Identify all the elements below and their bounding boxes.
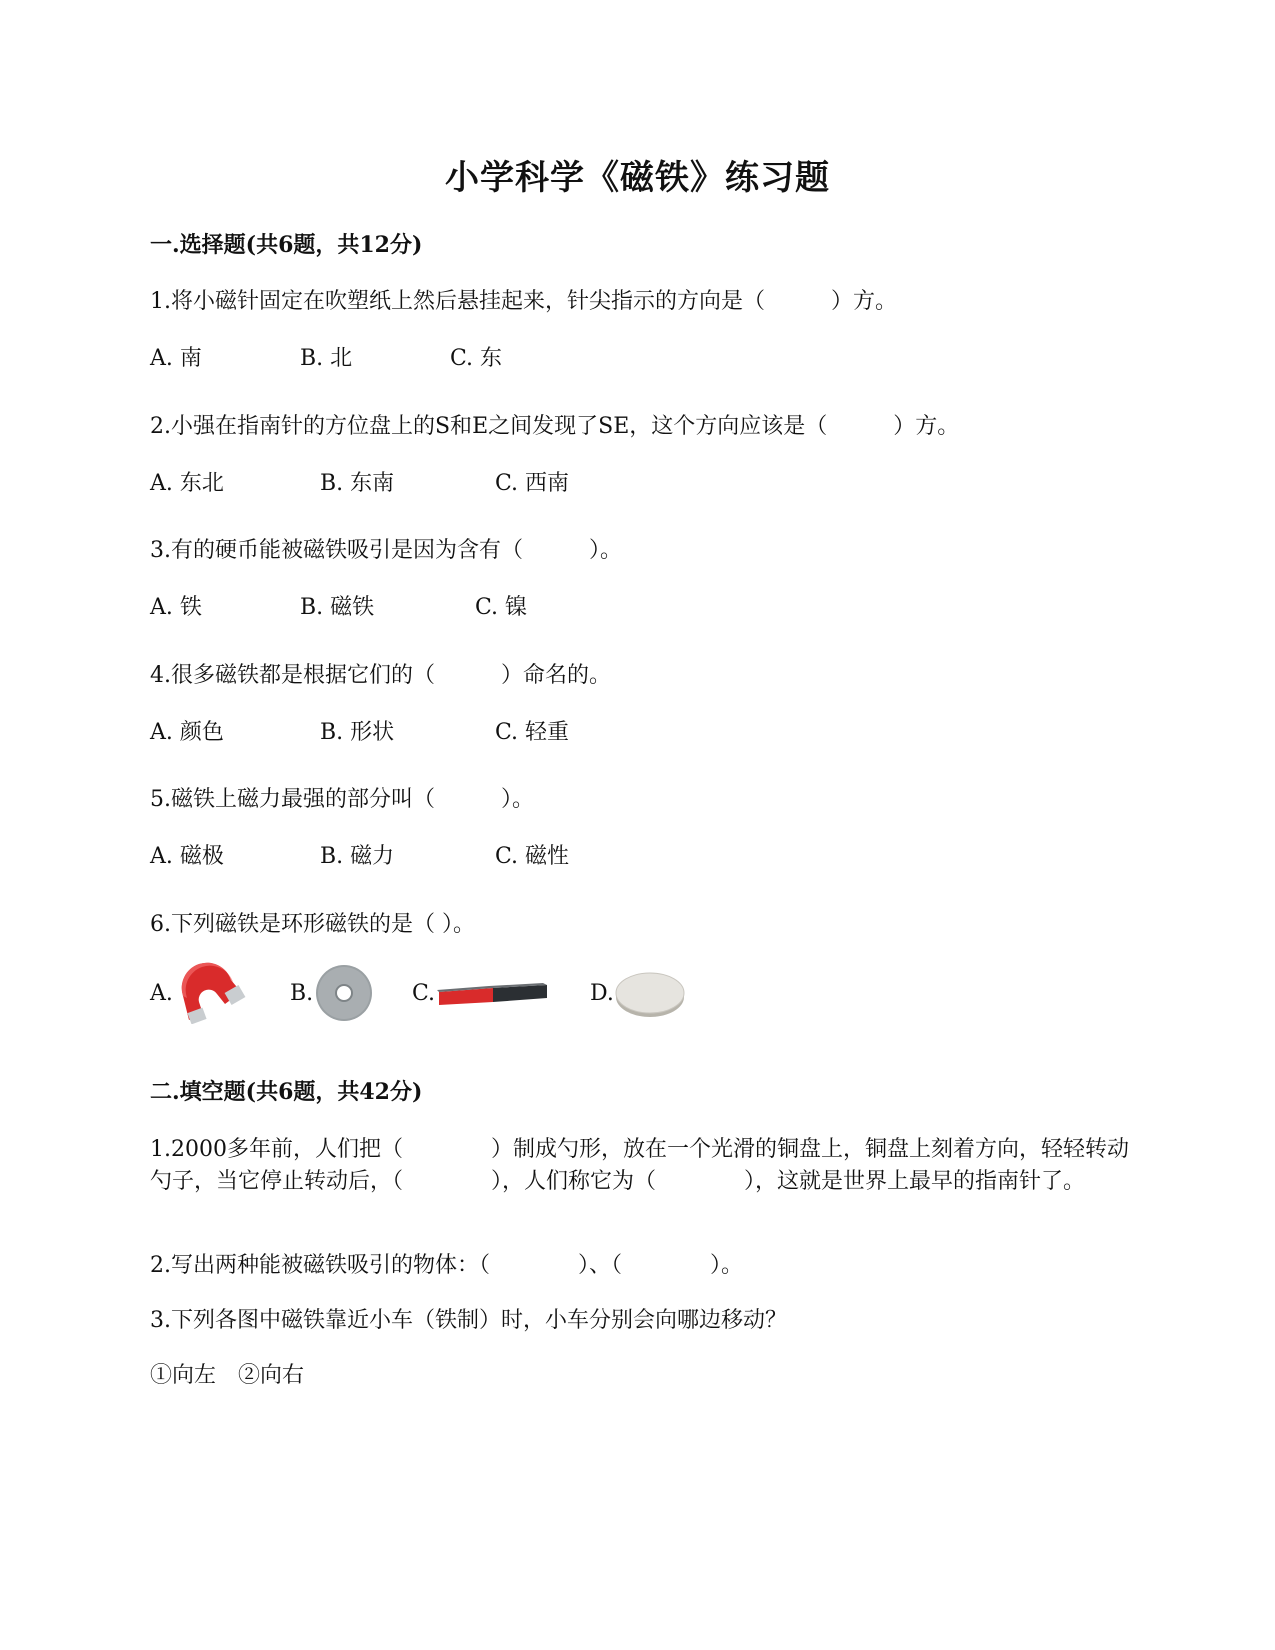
fill-question-3: 3.下列各图中磁铁靠近小车（铁制）时，小车分别会向哪边移动？	[150, 1308, 787, 1333]
option-c: C. 磁性	[495, 844, 570, 869]
options-row-2	[150, 466, 1140, 498]
option-a: A. 磁极	[150, 844, 224, 869]
image-option-a	[150, 963, 253, 1023]
option-a: A. 南	[150, 346, 202, 371]
fill-question-2: 2.写出两种能被磁铁吸引的物体：（ ）、（ ）。	[150, 1253, 743, 1278]
option-b: B. 磁铁	[300, 595, 375, 620]
bar-magnet-icon	[435, 978, 550, 1008]
option-b: B. 北	[300, 346, 353, 371]
option-label: A.	[150, 980, 173, 1006]
question-1: 1.将小磁针固定在吹塑纸上然后悬挂起来，针尖指示的方向是（ ）方。	[150, 289, 897, 314]
question-2: 2.小强在指南针的方位盘上的S和E之间发现了SE，这个方向应该是（ ）方。	[150, 414, 960, 439]
options-row-3	[150, 590, 1140, 622]
options-row-1	[150, 341, 1140, 373]
image-options-row	[150, 963, 1140, 1029]
horseshoe-magnet-icon	[173, 962, 253, 1024]
option-c: C. 西南	[495, 471, 570, 496]
question-5: 5.磁铁上磁力最强的部分叫（ ）。	[150, 787, 534, 812]
option-b: B. 磁力	[320, 844, 395, 869]
option-c: C. 东	[450, 346, 503, 371]
option-label: C.	[412, 980, 436, 1006]
options-row-5	[150, 839, 1140, 871]
page-title: 小学科学《磁铁》练习题	[445, 158, 830, 198]
option-a: A. 铁	[150, 595, 202, 620]
answer-choices-legend: ①向左 ②向右	[150, 1363, 305, 1388]
option-label: D.	[590, 980, 614, 1006]
option-b: B. 东南	[320, 471, 395, 496]
option-a: A. 东北	[150, 471, 224, 496]
option-a: A. 颜色	[150, 720, 224, 745]
option-b: B. 形状	[320, 720, 395, 745]
option-label: B.	[290, 980, 314, 1006]
section-heading-choice: 一.选择题(共6题，共12分)	[150, 232, 423, 258]
image-option-b	[290, 963, 375, 1023]
option-c: C. 镍	[475, 595, 528, 620]
disc-magnet-icon	[614, 965, 686, 1021]
ring-magnet-icon	[313, 962, 375, 1024]
image-option-c	[412, 963, 550, 1023]
question-6: 6.下列磁铁是环形磁铁的是（ ）。	[150, 912, 475, 937]
image-option-d	[590, 963, 686, 1023]
fill-question-1: 1.2000多年前，人们把（ ）制成勺形，放在一个光滑的铜盘上，铜盘上刻着方向，轻轻转动勺子，当它停止转动后，（ ），人们称它为（ ），这就是世界上最早的指南针了。	[150, 1137, 1129, 1194]
options-row-4	[150, 715, 1140, 747]
section-heading-fill: 二.填空题(共6题，共42分)	[150, 1079, 423, 1105]
question-3: 3.有的硬币能被磁铁吸引是因为含有（ ）。	[150, 538, 622, 563]
question-4: 4.很多磁铁都是根据它们的（ ）命名的。	[150, 663, 611, 688]
option-c: C. 轻重	[495, 720, 570, 745]
